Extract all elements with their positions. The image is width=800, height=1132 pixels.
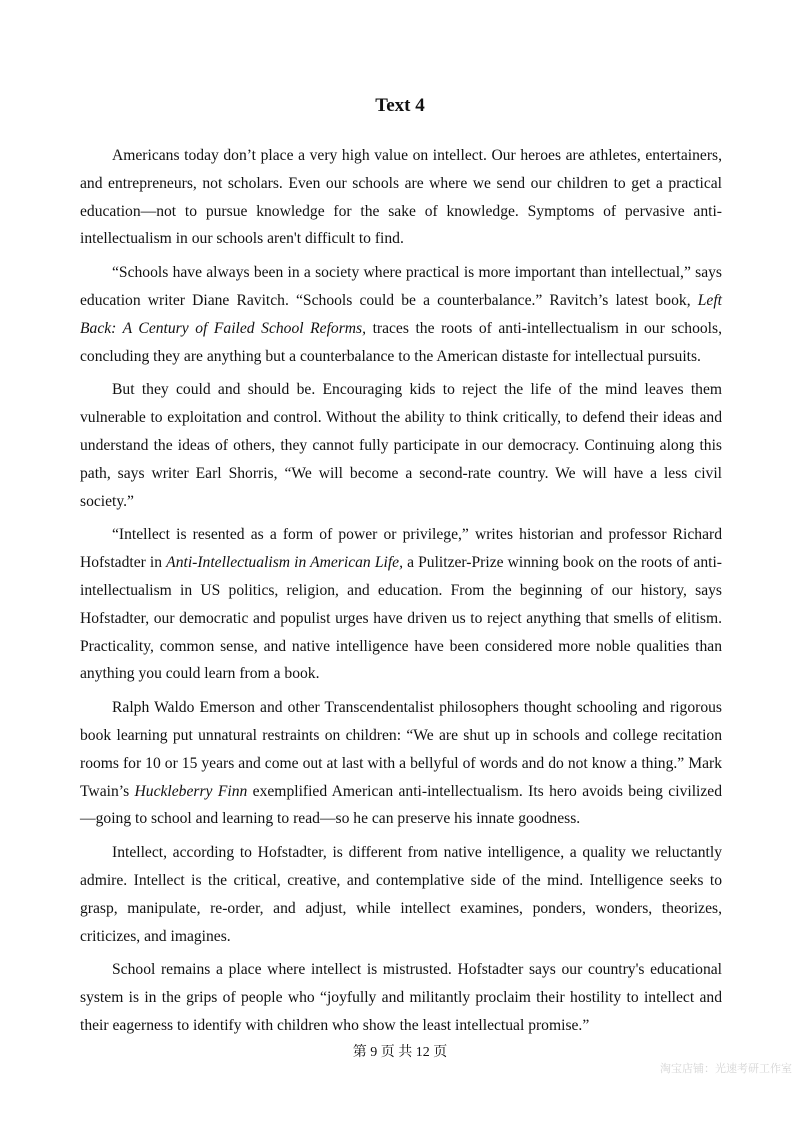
paragraph bbox=[80, 142, 722, 253]
paragraph bbox=[80, 259, 722, 370]
page-title: Text 4 bbox=[375, 95, 425, 116]
text-run: But they could and should be. Encouraging kids to reject the life of the mind leaves them vulnerable to exploitation and control. Without the ability to think critically, to defend their ideas and understand the ideas of others, they cannot fully participate in our democracy. Continuing along this path, says writer Earl Shorris, “We will become a second-rate country. We will have a less civil society.” bbox=[80, 381, 722, 510]
text-run: traces the roots of anti-intellectualism in our schools, concluding they are anything but a counterbalance to the American distaste for intellectual pursuits. bbox=[80, 319, 722, 365]
paragraph bbox=[80, 956, 722, 1039]
text-run: School remains a place where intellect is mistrusted. Hofstadter says our country's educational system is in the grips of people who “joyfully and militantly proclaim their hostility to intellect and their eagerness to identify with children who show the least intellectual promise.” bbox=[80, 961, 722, 1034]
paragraph bbox=[80, 376, 722, 515]
text-run: Intellect, according to Hofstadter, is different from native intelligence, a quality we reluctantly admire. Intellect is the critical, creative, and contemplative side of the mind. Intelligence seeks to grasp, manipulate, re-order, and adjust, while intellect examines, ponders, wonders, theorizes, criticizes, and imagines. bbox=[80, 844, 722, 945]
page-number-footer: 第 9 页 共 12 页 bbox=[352, 1045, 448, 1060]
text-run: “Schools have always been in a society where practical is more important than intellectual,” says education writer Diane Ravitch. “Schools could be a counterbalance.” Ravitch’s latest book, bbox=[80, 264, 722, 309]
article-body bbox=[80, 142, 722, 1046]
text-run: a Pulitzer-Prize winning book on the roots of anti-intellectualism in US politics, religion, and education. From the beginning of our history, says Hofstadter, our democratic and populist urges have driven us to reject anything that smells of elitism. Practicality, common sense, and native intelligence have been considered more noble qualities than anything you could learn from a book. bbox=[80, 554, 722, 683]
text-run: exemplified American anti-intellectualism. Its hero avoids being civilized—going to school and learning to read—so he can preserve his innate goodness. bbox=[80, 782, 722, 828]
italic-title: Anti-Intellectualism in American Life, bbox=[166, 554, 403, 572]
italic-title: Huckleberry Finn bbox=[134, 782, 248, 800]
italic-title: Left Back: A Century of Failed School Reforms, bbox=[80, 291, 722, 337]
paragraph bbox=[80, 839, 722, 950]
paragraph bbox=[80, 694, 722, 833]
text-run: “Intellect is resented as a form of power or privilege,” writes historian and professor Richard Hofstadter in bbox=[80, 526, 722, 572]
watermark: 淘宝店铺：光速考研工作室 bbox=[660, 1062, 792, 1075]
text-run: Ralph Waldo Emerson and other Transcendentalist philosophers thought schooling and rigorous book learning put unnatural restraints on children: “We are shut up in schools and college recitation rooms for 10 or 15 years and come out at last with a bellyful of words and do not know a thing.” Mark Twain’s bbox=[80, 699, 722, 800]
paragraph bbox=[80, 521, 722, 688]
text-run: Americans today don’t place a very high value on intellect. Our heroes are athletes, entertainers, and entrepreneurs, not scholars. Even our schools are where we send our children to get a practical education—not to pursue knowledge for the sake of knowledge. Symptoms of pervasive anti-intellectualism in our schools aren't difficult to find. bbox=[80, 147, 722, 248]
